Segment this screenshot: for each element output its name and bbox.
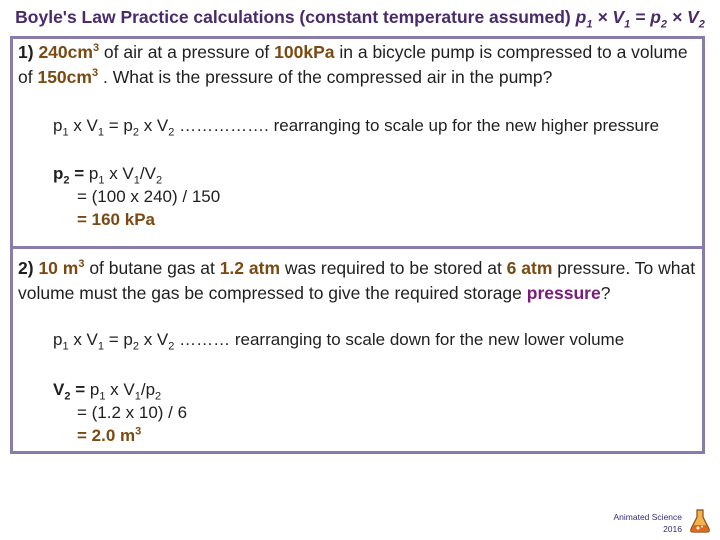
q2-pressure-word: pressure [526, 283, 601, 303]
q2-text-1: of butane gas at [84, 258, 220, 278]
question-1 [18, 40, 698, 90]
flask-icon [688, 508, 712, 534]
q1-number: 1) [18, 42, 34, 62]
q1-text-3: . What is the pressure of the compressed air in the pump? [102, 67, 553, 87]
logo-line-2: 2016 [663, 524, 682, 534]
q2-text-2: was required to be stored at [280, 258, 507, 278]
q2-text-3: pressure. To what volume must the gas be compressed to give the required storage [18, 258, 696, 303]
logo-line-1: Animated Science [613, 512, 682, 522]
title-times: × [597, 7, 608, 27]
section-divider [10, 246, 705, 249]
title-sub: 2 [660, 18, 668, 31]
q1-volume-2: $150cm^3$ [37, 67, 99, 87]
q1-equation-line: $p_1$ x $V_1 = p_2$ x $V_2$ ……………. rearranging to scale up for the new higher pressure [53, 116, 660, 139]
q1-volume: $240cm^3$ [38, 42, 100, 62]
title-v1: V [612, 7, 625, 27]
q2-equation-line: $p_1$ x $V_1 = p_2$ x $V_2$ ……… rearranging to scale down for the new lower volume [53, 330, 625, 353]
q1-text-1: of air at a pressure of [99, 42, 275, 62]
q2-solution-line-1: $V_2 = p_1$ x $V_1/p_2$ [53, 380, 162, 403]
q2-answer: = 2.0 $m^3$ [77, 425, 142, 445]
q2-pressure-2: 6 atm [506, 258, 553, 278]
q2-pressure-1: 1.2 atm [219, 258, 281, 278]
animated-science-logo [613, 508, 712, 536]
title-text: Boyle's Law Practice calculations (constant temperature assumed) [15, 7, 576, 27]
q1-text-2: in a bicycle pump is compressed to a volume of [18, 42, 688, 87]
q1-pressure: 100kPa [274, 42, 335, 62]
q2-text-4: ? [600, 283, 611, 303]
title-sub: 1 [624, 18, 631, 31]
title-times: × [671, 7, 683, 27]
question-2 [18, 256, 698, 306]
title-p1: p [575, 7, 587, 27]
q2-solution-line-2: = (1.2 x 10) / 6 [77, 403, 188, 422]
q1-answer: = 160 kPa [77, 210, 155, 229]
title-sub: 1 [586, 18, 593, 31]
q1-solution-line-1: $p_2 = p_1$ x $V_1/V_2$ [53, 164, 163, 187]
title-eq: = [635, 7, 646, 27]
title-v2: V [687, 7, 699, 27]
q1-solution-line-2: = (100 x 240) / 150 [77, 187, 221, 206]
title-sub: 2 [698, 18, 705, 31]
title-p2: p [650, 7, 661, 27]
page-title [0, 7, 720, 31]
q2-number: 2) [18, 258, 34, 278]
q2-volume: 10 $m^3$ [38, 258, 85, 278]
